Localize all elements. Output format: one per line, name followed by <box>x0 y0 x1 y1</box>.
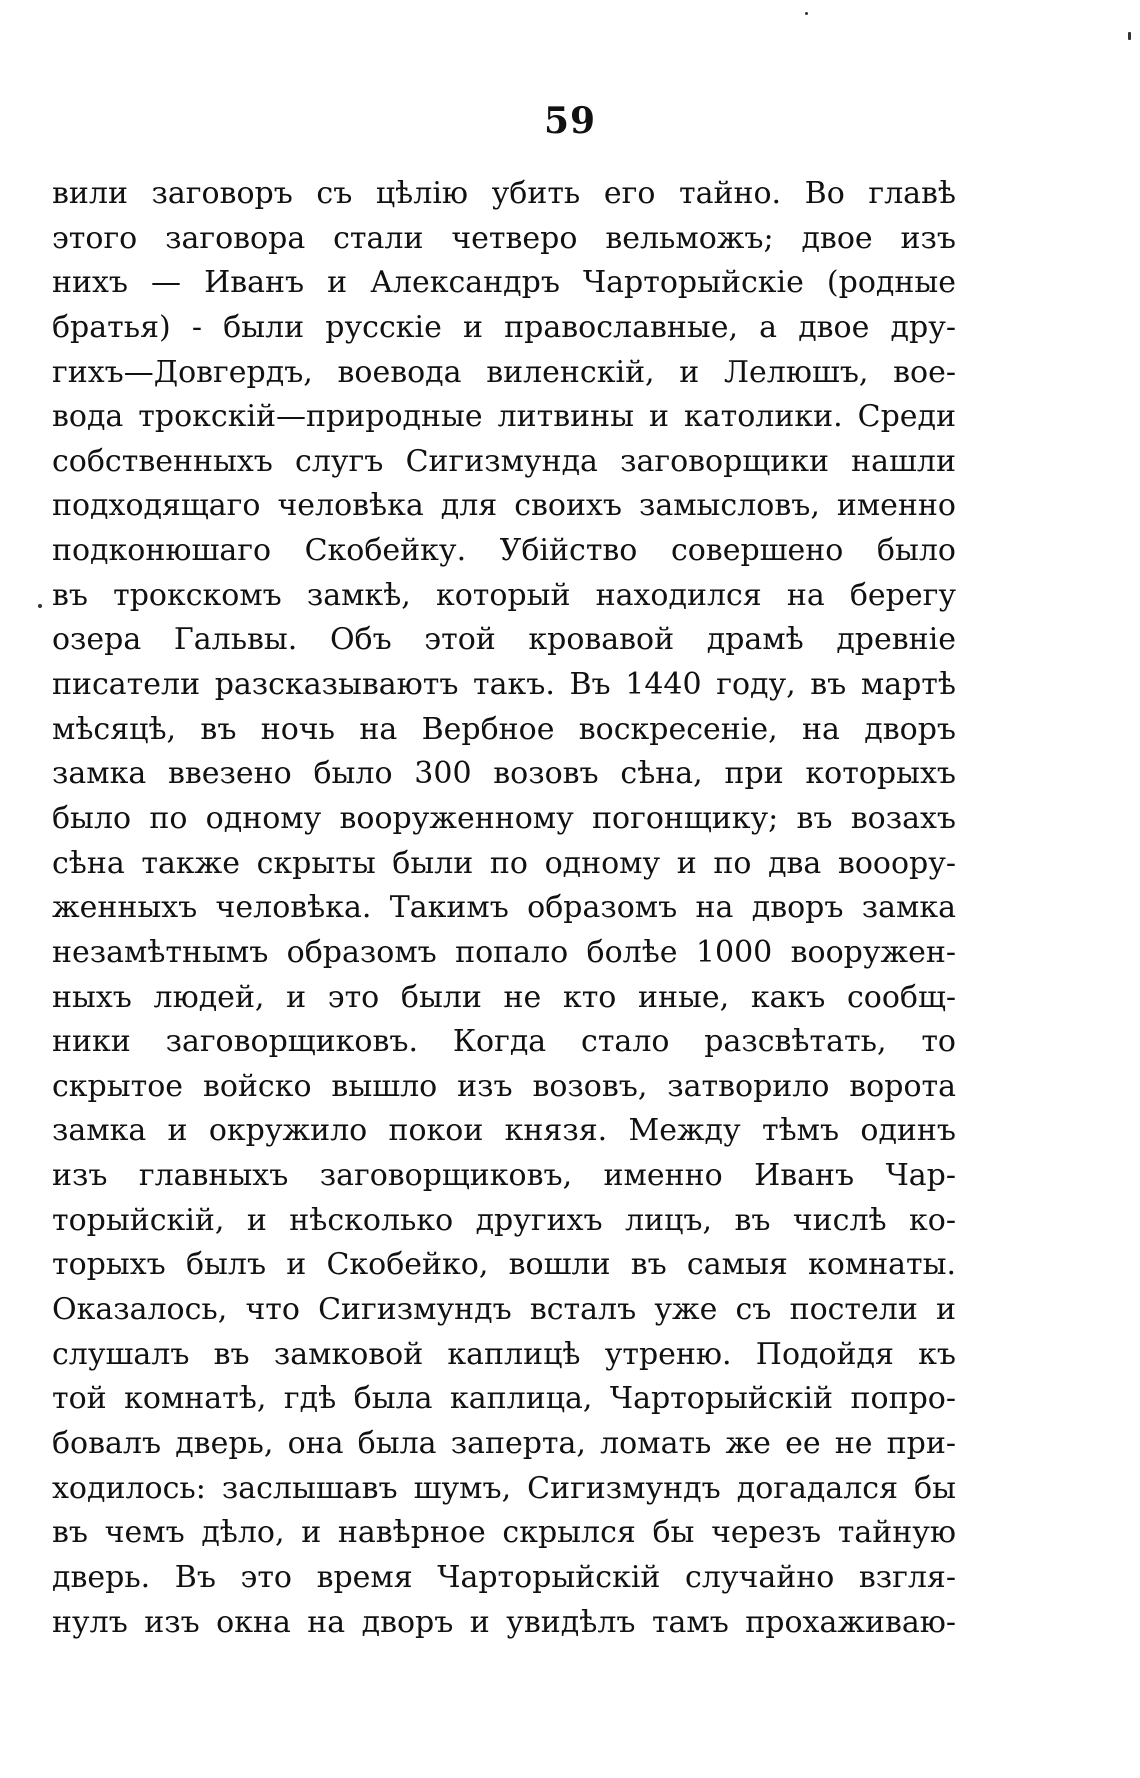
body-text <box>52 172 956 1645</box>
text-line: ходилось: заслышавъ шумъ, Сигизмундъ догадался бы <box>52 1470 956 1506</box>
page-number: 59 <box>543 100 597 142</box>
text-line: собственныхъ слугъ Сигизмунда заговорщики нашли <box>52 443 956 479</box>
text-line: въ трокскомъ замкѣ, который находился на берегу <box>52 577 956 613</box>
text-line: сѣна также скрыты были по одному и по два вооору- <box>52 845 956 881</box>
text-line: бовалъ дверь, она была заперта, ломать же ее не при- <box>52 1425 956 1461</box>
text-line: нулъ изъ окна на дворъ и увидѣлъ тамъ прохаживаю- <box>52 1604 956 1640</box>
text-line: Оказалось, что Сигизмундъ всталъ уже съ постели и <box>52 1292 956 1328</box>
text-line: замка ввезено было 300 возовъ сѣна, при которыхъ <box>52 756 956 792</box>
scan-speck <box>38 604 42 608</box>
text-line: этого заговора стали четверо вельможъ; двое изъ <box>52 220 956 256</box>
text-line: ники заговорщиковъ. Когда стало разсвѣтать, то <box>52 1024 956 1060</box>
text-line: торыйскій, и нѣсколько другихъ лицъ, въ числѣ ко- <box>52 1202 956 1238</box>
text-line: подходящаго человѣка для своихъ замысловъ, именно <box>52 488 956 524</box>
text-line: незамѣтнымъ образомъ попало болѣе 1000 вооружен- <box>52 934 956 970</box>
scan-speck <box>805 12 808 15</box>
text-line: замка и окружило покои князя. Между тѣмъ одинъ <box>52 1113 956 1149</box>
text-line: ныхъ людей, и это были не кто иные, какъ сообщ- <box>52 979 956 1015</box>
text-line: писатели разсказываютъ такъ. Въ 1440 году, въ мартѣ <box>52 667 956 703</box>
text-line: братья) - были русскіе и православные, а двое дру- <box>52 309 956 345</box>
text-line: изъ главныхъ заговорщиковъ, именно Иванъ Чар- <box>52 1158 956 1194</box>
text-line: озера Гальвы. Объ этой кровавой драмѣ древніе <box>52 622 956 658</box>
text-line: дверь. Въ это время Чарторыйскій случайно взгля- <box>52 1559 956 1595</box>
text-line: слушалъ въ замковой каплицѣ утреню. Подойдя къ <box>52 1336 956 1372</box>
text-line: мѣсяцѣ, въ ночь на Вербное воскресеніе, на дворъ <box>52 711 956 747</box>
text-line: гихъ—Довгердъ, воевода виленскій, и Лелюшъ, вое- <box>52 354 956 390</box>
text-line: подконюшаго Скобейку. Убійство совершено было <box>52 533 956 569</box>
text-line: той комнатѣ, гдѣ была каплица, Чарторыйскій попро- <box>52 1381 956 1417</box>
text-line: вили заговоръ съ цѣлію убить его тайно. Во главѣ <box>52 176 956 211</box>
text-line: торыхъ былъ и Скобейко, вошли въ самыя комнаты. <box>52 1247 956 1283</box>
text-line: было по одному вооруженному погонщику; въ возахъ <box>52 800 956 836</box>
scan-speck <box>1128 32 1131 40</box>
text-line: нихъ — Иванъ и Александръ Чарторыйскіе (родные <box>52 265 956 301</box>
text-line: вода трокскій—природные литвины и католики. Среди <box>52 399 956 435</box>
text-line: женныхъ человѣка. Такимъ образомъ на дворъ замка <box>52 890 956 926</box>
text-line: въ чемъ дѣло, и навѣрное скрылся бы черезъ тайную <box>52 1515 956 1551</box>
text-line: скрытое войско вышло изъ возовъ, затворило ворота <box>52 1068 956 1104</box>
